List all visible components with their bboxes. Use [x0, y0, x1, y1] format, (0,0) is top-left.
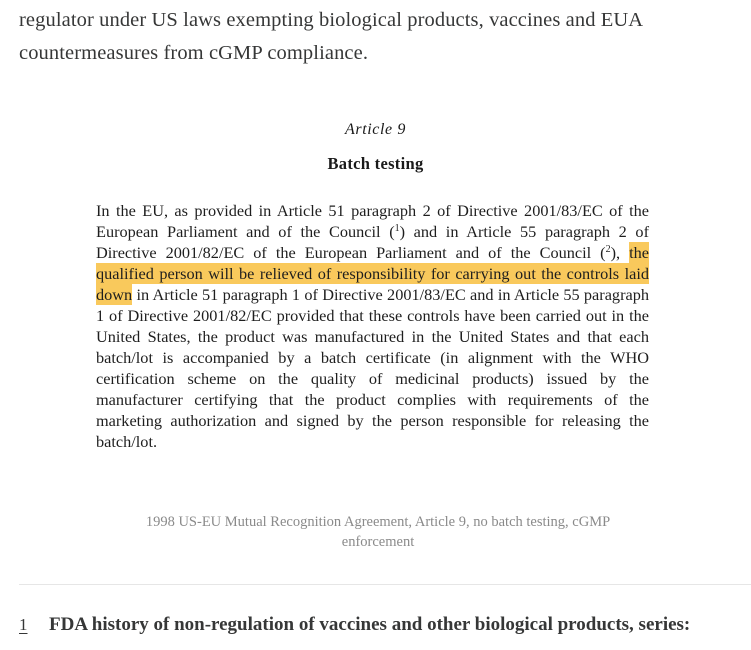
footnote-ref-1: 1: [394, 223, 400, 234]
article-body-text: ) and in Article 55 paragraph 2 of Directive 2001/82/EC of the European Parliament and of the Council (: [96, 222, 649, 262]
article-body: [96, 200, 649, 452]
intro-paragraph: regulator under US laws exempting biological products, vaccines and EUA countermeasures from cGMP compliance.: [19, 9, 643, 64]
article-title: Batch testing: [327, 154, 424, 173]
footnote-ref-2: 2: [605, 244, 611, 255]
article-excerpt-image: [88, 108, 663, 468]
article-body-text: in Article 51 paragraph 1 of Directive 2001/83/EC and in Article 55 paragraph 1 of Directive 2001/82/EC provided that these controls have been carried out in the United States, the product was manufactured in the United States and that each batch/lot is accompanied by a batch certificate (in alignment with the WHO certification scheme on the quality of medicinal products) issued by the manufacturer certifying that the product complies with requirements of the marketing authorization and signed by the person responsible for releasing the batch/lot.: [96, 285, 649, 451]
footnote-text: FDA history of non-regulation of vaccines and other biological products, series:: [49, 614, 691, 635]
footnote-item: [19, 614, 751, 636]
footnotes-divider: [19, 584, 751, 585]
article-body-text: ),: [610, 243, 630, 262]
article-number: Article 9: [345, 121, 406, 138]
footnote-anchor-link[interactable]: 1: [19, 615, 28, 634]
figure-caption: 1998 US-EU Mutual Recognition Agreement, Article 9, no batch testing, cGMP enforcement: [145, 514, 611, 550]
highlighted-text: the qualified person will be relieved of responsibility for carrying out the controls laid down: [96, 243, 649, 304]
article-body-text: In the EU, as provided in Article 51 paragraph 2 of Directive 2001/83/EC of the European Parliament and of the Council (: [96, 201, 649, 241]
